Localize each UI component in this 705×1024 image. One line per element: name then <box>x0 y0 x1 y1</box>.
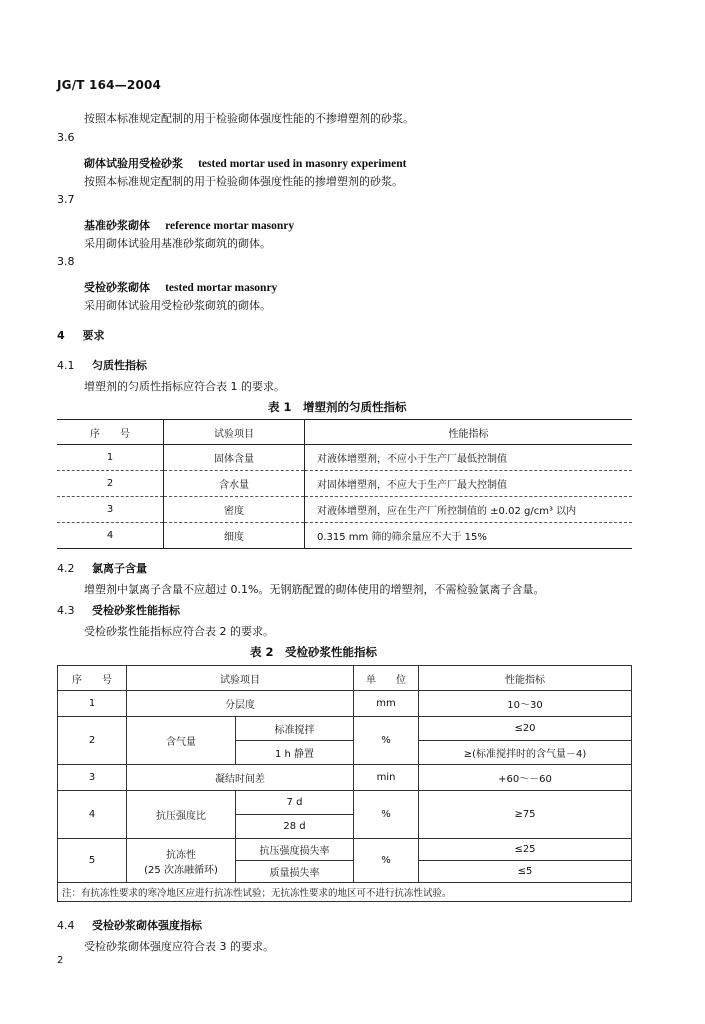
table2-cell: +60～－60 <box>419 765 632 791</box>
table-row <box>57 523 632 549</box>
table2-cell: 凝结时间差 <box>127 765 354 791</box>
table2-cell: ≥(标准搅拌时的含气量－4) <box>419 741 632 765</box>
table1-cell: 对固体增塑剂，不应大于生产厂最大控制值 <box>305 471 633 497</box>
s37-text: 采用砌体试验用基准砂浆砌筑的砌体。 <box>84 237 271 250</box>
table1-cell: 3 <box>57 497 164 523</box>
s4-number: 4 <box>57 329 65 342</box>
table2-note: 注：有抗冻性要求的寒冷地区应进行抗冻性试验；无抗冻性要求的地区可不进行抗冻性试验。 <box>58 883 632 902</box>
s37-term-en: reference mortar masonry <box>165 220 295 232</box>
table-row <box>57 497 632 523</box>
table-row <box>58 839 632 861</box>
table-row <box>58 765 632 791</box>
table1-header-cell: 性能指标 <box>305 420 633 445</box>
table1-cell: 1 <box>57 445 164 471</box>
s38-number: 3.8 <box>57 255 75 268</box>
table2 <box>57 665 632 902</box>
table1-cell: 对液体增塑剂，不应小于生产厂最低控制值 <box>305 445 633 471</box>
s36-term-en: tested mortar used in masonry experiment <box>198 158 407 170</box>
s41-title: 匀质性指标 <box>92 359 147 372</box>
standard-code-header: JG/T 164—2004 <box>57 78 162 92</box>
s42-number: 4.2 <box>57 562 75 575</box>
s41-heading <box>57 357 147 373</box>
s38-term-cn: 受检砂浆砌体 <box>84 281 150 294</box>
table1-cell: 0.315 mm 筛的筛余量应不大于 15% <box>305 523 633 549</box>
s42-text: 增塑剂中氯离子含量不应超过 0.1%。无钢筋配置的砌体使用的增塑剂，不需检验氯离子含量。 <box>84 583 545 596</box>
table1-header-cell: 序 号 <box>57 420 164 445</box>
s44-text: 受检砂浆砌体强度应符合表 3 的要求。 <box>84 940 274 953</box>
s38-text: 采用砌体试验用受检砂浆砌筑的砌体。 <box>84 299 271 312</box>
table2-cell: 10～30 <box>419 691 632 717</box>
table2-cell: ≤5 <box>419 861 632 883</box>
table2-cell: mm <box>354 691 419 717</box>
s37-number: 3.7 <box>57 193 75 206</box>
s41-number: 4.1 <box>57 359 75 372</box>
table2-cell: 含气量 <box>127 717 236 765</box>
table2-r5-item2: (25 次冻融循环) <box>144 864 218 876</box>
s44-title: 受检砂浆砌体强度指标 <box>92 919 202 932</box>
table1-cell: 密度 <box>164 497 305 523</box>
table1-header-cell: 试验项目 <box>164 420 305 445</box>
s43-title: 受检砂浆性能指标 <box>92 604 180 617</box>
table2-cell: % <box>354 791 419 839</box>
table2-header-cell: 序 号 <box>58 666 127 691</box>
table2-cell: 标准搅拌 <box>236 717 354 741</box>
s37-term <box>84 214 294 233</box>
s42-heading <box>57 560 147 576</box>
table2-header-row <box>58 666 632 691</box>
table2-cell: ≥75 <box>419 791 632 839</box>
s43-text: 受检砂浆性能指标应符合表 2 的要求。 <box>84 625 274 638</box>
s43-number: 4.3 <box>57 604 75 617</box>
table2-cell: 7 d <box>236 791 354 815</box>
table2-cell: ≤20 <box>419 717 632 741</box>
s4-title: 要求 <box>82 329 105 342</box>
table-row <box>58 717 632 741</box>
s36-term-cn: 砌体试验用受检砂浆 <box>84 157 183 170</box>
table2-cell: 1 h 静置 <box>236 741 354 765</box>
s44-heading <box>57 917 202 933</box>
table-row <box>57 445 632 471</box>
table2-header-cell: 单 位 <box>354 666 419 691</box>
table-row <box>58 791 632 815</box>
s42-title: 氯离子含量 <box>92 562 147 575</box>
table2-cell: 分层度 <box>127 691 354 717</box>
table2-cell: 4 <box>58 791 127 839</box>
table2-cell: 抗压强度比 <box>127 791 236 839</box>
table2-r5-item: 抗冻性 <box>166 849 196 861</box>
table2-cell: % <box>354 839 419 883</box>
table2-cell: ≤25 <box>419 839 632 861</box>
table1-cell: 2 <box>57 471 164 497</box>
table1-cell: 含水量 <box>164 471 305 497</box>
table1-cell: 对液体增塑剂，应在生产厂所控制值的 ±0.02 g/cm³ 以内 <box>305 497 633 523</box>
s41-text: 增塑剂的匀质性指标应符合表 1 的要求。 <box>84 380 285 393</box>
table1 <box>57 419 632 549</box>
s36-text: 按照本标准规定配制的用于检验砌体强度性能的掺增塑剂的砂浆。 <box>84 175 403 188</box>
s38-term-en: tested mortar masonry <box>165 282 278 294</box>
table-row <box>57 471 632 497</box>
table2-cell: 抗压强度损失率 <box>236 839 354 861</box>
table1-cell: 4 <box>57 523 164 549</box>
table-row <box>58 691 632 717</box>
table1-cell: 固体含量 <box>164 445 305 471</box>
table1-caption: 表 1 增塑剂的匀质性指标 <box>268 400 407 414</box>
table2-cell: % <box>354 717 419 765</box>
table2-cell <box>127 839 236 883</box>
s36-term <box>84 152 406 171</box>
table2-cell: 质量损失率 <box>236 861 354 883</box>
table2-header-cell: 性能指标 <box>419 666 632 691</box>
s44-number: 4.4 <box>57 919 75 932</box>
s35-text: 按照本标准规定配制的用于检验砌体强度性能的不掺增塑剂的砂浆。 <box>84 112 414 125</box>
table2-header-cell: 试验项目 <box>127 666 354 691</box>
table2-cell: 1 <box>58 691 127 717</box>
s38-term <box>84 276 277 295</box>
s36-number: 3.6 <box>57 131 75 144</box>
s37-term-cn: 基准砂浆砌体 <box>84 219 150 232</box>
table2-cell: 2 <box>58 717 127 765</box>
table-row <box>58 883 632 902</box>
table2-cell: 28 d <box>236 815 354 839</box>
table2-cell: 3 <box>58 765 127 791</box>
table1-header-row <box>57 420 632 445</box>
s43-heading <box>57 602 180 618</box>
table2-caption: 表 2 受检砂浆性能指标 <box>250 645 378 659</box>
table2-cell: 5 <box>58 839 127 883</box>
table2-cell: min <box>354 765 419 791</box>
table1-cell: 细度 <box>164 523 305 549</box>
s4-heading <box>57 327 105 343</box>
page-number: 2 <box>57 955 64 966</box>
